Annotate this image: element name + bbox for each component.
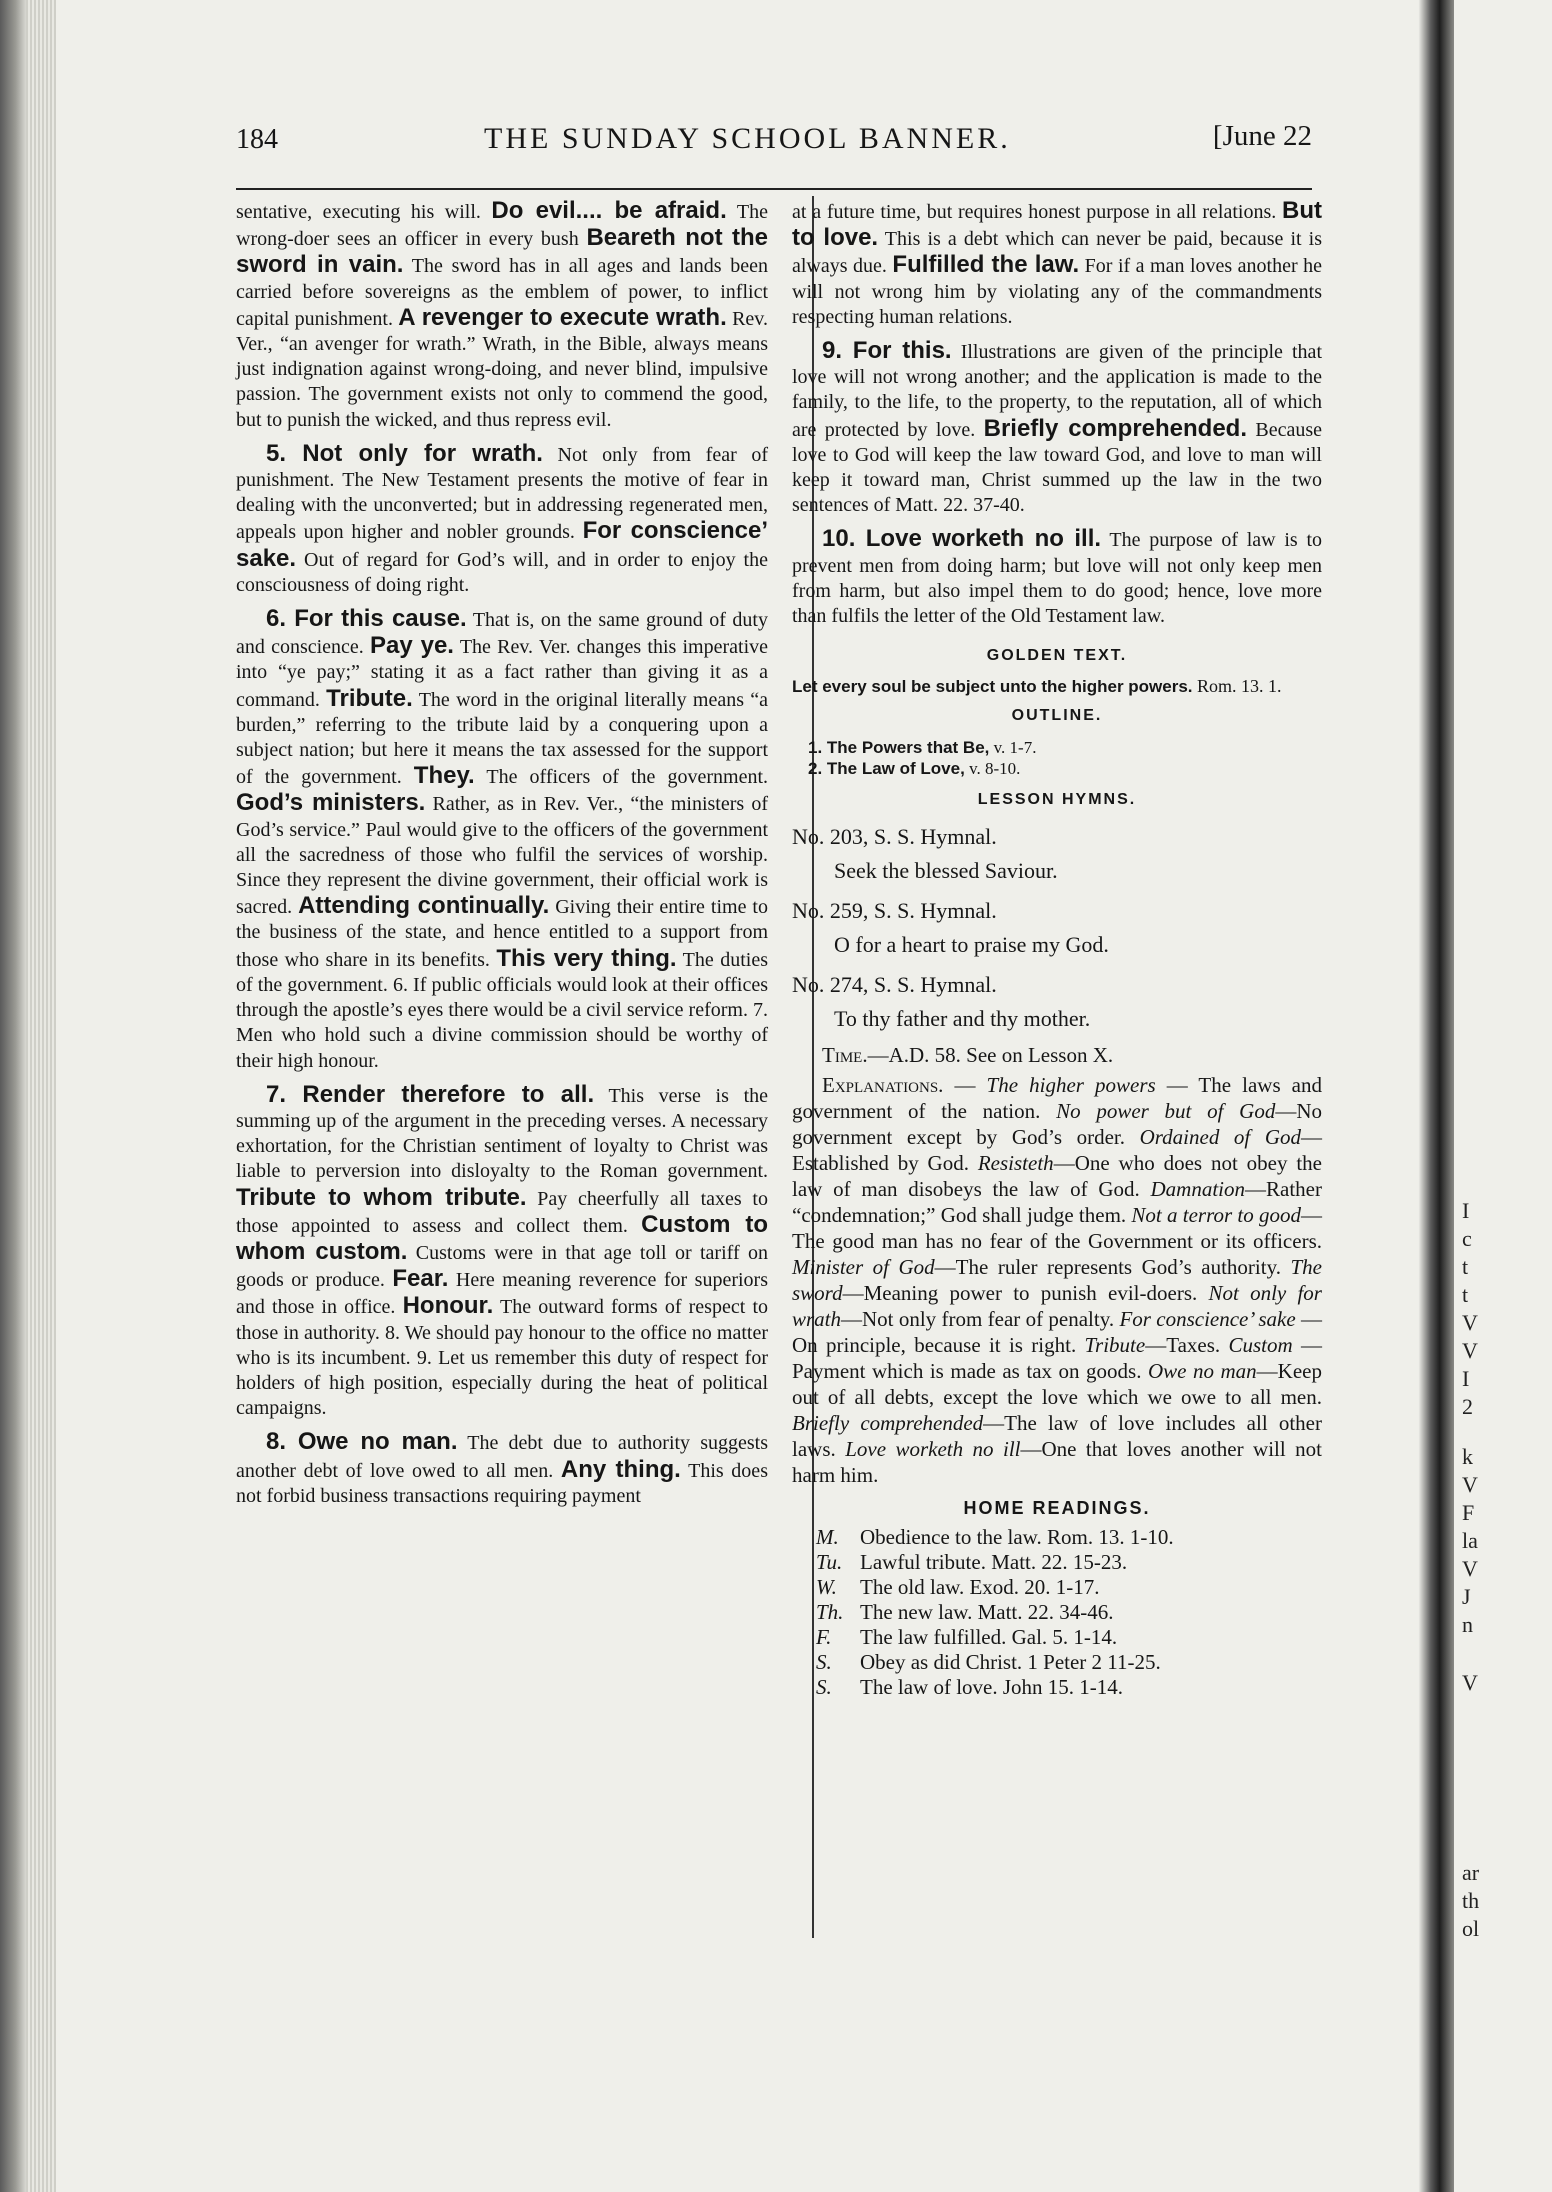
reading-day: S. [816, 1675, 832, 1700]
hymn-list [792, 820, 1322, 1036]
facing-page-fragment: I [1462, 1198, 1470, 1223]
term: The sword [792, 1254, 1322, 1305]
body-text: —No government except by God’s order. [792, 1098, 1322, 1149]
home-readings-list [816, 1525, 1322, 1700]
term: Custom [1228, 1332, 1293, 1357]
left-column [236, 198, 768, 1517]
term: Damnation [1150, 1176, 1246, 1201]
reading-text: The old law. Exod. 20. 1-17. [860, 1575, 1100, 1600]
reading-text: The law fulfilled. Gal. 5. 1-14. [860, 1625, 1118, 1650]
reading-text: The law of love. John 15. 1-14. [860, 1675, 1124, 1700]
time-text: —A.D. 58. See on Lesson X. [867, 1042, 1114, 1067]
facing-page-fragment: V [1462, 1310, 1478, 1335]
term: No power but of God [1056, 1098, 1276, 1123]
lead-phrase: Pay ye. [370, 632, 454, 660]
commentary-paragraph [236, 1429, 768, 1509]
lead-phrase: Honour. [402, 1292, 494, 1320]
lead-phrase: Beareth not the sword in vain. [236, 224, 768, 279]
commentary-paragraphs [792, 198, 1322, 629]
body-text: The sword has in all ages and lands been carried before sovereigns as the emblem of power, to inflict capital punishment. [236, 255, 769, 330]
term: Ordained of God [1139, 1124, 1301, 1149]
facing-page-fragment: V [1462, 1556, 1478, 1581]
lead-phrase: This very thing. [496, 944, 677, 972]
running-title: THE SUNDAY SCHOOL BANNER. [484, 122, 1011, 155]
body-text: —Not only from fear of penalty. [841, 1306, 1120, 1331]
outline-item [808, 758, 1322, 779]
facing-page-fragment: t [1462, 1282, 1469, 1307]
reading-text: Obedience to the law. Rom. 13. 1-10. [860, 1525, 1174, 1550]
term: Not only for wrath [792, 1280, 1322, 1331]
body-text: —The good man has no fear of the Government or its officers. [792, 1202, 1322, 1253]
page-number: 184 [236, 124, 278, 155]
body-text: —The ruler represents God’s authority. [934, 1254, 1291, 1279]
page-edges [26, 0, 56, 2192]
facing-page-fragment: t [1462, 1254, 1469, 1279]
term: Not a terror to good [1131, 1202, 1301, 1227]
term: Owe no man [1147, 1358, 1257, 1383]
body-text: at a future time, but requires honest purpose in all relations. [792, 201, 1283, 223]
body-text: —One who does not obey the law of man disobeys the law of God. [792, 1150, 1322, 1201]
hymn-number: No. 274, S. S. Hymnal. [792, 971, 997, 997]
outline-ref: v. 8-10. [964, 758, 1021, 778]
term: Minister of God [792, 1254, 935, 1279]
hymn-number: No. 203, S. S. Hymnal. [792, 823, 997, 849]
explanations [792, 1072, 1322, 1488]
term: Love worketh no ill [845, 1436, 1021, 1461]
hymn-entry [792, 968, 1322, 1036]
facing-page-fragment: F [1462, 1500, 1475, 1525]
outline-ref: v. 1-7. [989, 737, 1037, 757]
reading-day: Tu. [816, 1550, 843, 1575]
body-text: —The law of love includes all other laws. [792, 1410, 1322, 1461]
body-text: —Taxes. [1145, 1332, 1229, 1357]
commentary-paragraph [236, 441, 768, 598]
outline-item [808, 737, 1322, 758]
reading-text: Obey as did Christ. 1 Peter 2 11-25. [860, 1650, 1161, 1675]
lead-phrase: 10. Love worketh no ill. [822, 525, 1102, 553]
commentary-paragraph [236, 606, 768, 1074]
lead-phrase: Briefly comprehended. [983, 414, 1248, 442]
facing-page-fragment: n [1462, 1612, 1473, 1637]
facing-page-fragment: I [1462, 1366, 1470, 1391]
body-text: Pay cheerfully all taxes to those appointed to assess and collect them. [236, 1187, 768, 1237]
commentary-paragraph [236, 1082, 768, 1422]
term: The higher powers [986, 1072, 1156, 1097]
right-column [792, 198, 1322, 1700]
time-label: Time. [822, 1042, 868, 1067]
body-text: Giving their entire time to the business of the state, and hence entitled to a support from those who share in its benefits. [236, 896, 768, 971]
header-rule [236, 188, 1312, 190]
body-text: Not only from fear of punishment. The New Testament presents the motive of fear in dealing with the unconverted; but in addressing regenerated men, appeals upon higher and nobler grounds. [236, 443, 768, 544]
facing-page-fragment: k [1462, 1444, 1473, 1469]
lead-phrase: Tribute to whom tribute. [236, 1183, 527, 1211]
lead-phrase: 9. For this. [822, 337, 952, 365]
body-text: —Payment which is made as tax on goods. [792, 1332, 1322, 1383]
book-binding [0, 0, 26, 2192]
commentary-paragraph [236, 198, 768, 433]
body-text: The outward forms of respect to those in authority. 8. We should pay honour to the office no matter who is its incumbent. 9. Let us remember this duty of respect for holders of high position, especially during the heat of political campaigns. [236, 1296, 768, 1420]
body-text: Here meaning reverence for superiors and those in office. [236, 1269, 769, 1319]
reading-text: Lawful tribute. Matt. 22. 15-23. [860, 1550, 1128, 1575]
reading-item [816, 1525, 1322, 1550]
body-text: — [943, 1072, 987, 1097]
body-text: Because love to God will keep the law toward God, and love to man will keep it toward man, Christ summed up the law in the two sentences of Matt. 22. 37-40. [792, 418, 1322, 517]
body-text: This does not forbid business transactions requiring payment [236, 1459, 768, 1507]
body-text: The wrong-doer sees an officer in every bush [236, 201, 768, 251]
commentary-paragraph [792, 526, 1322, 629]
body-text: The debt due to authority suggests another debt of love owed to all men. [236, 1432, 768, 1482]
golden-text-body: Let every soul be subject unto the higher powers. [792, 677, 1193, 697]
lead-phrase: Fulfilled the law. [892, 251, 1080, 279]
lead-phrase: A revenger to execute wrath. [398, 303, 727, 331]
lead-phrase: Custom to whom custom. [236, 1210, 768, 1265]
hymn-title: To thy father and thy mother. [834, 1005, 1091, 1031]
body-text: —Established by God. [792, 1124, 1322, 1175]
lead-phrase: Any thing. [560, 1455, 681, 1483]
body-text: This is a debt which can never be paid, because it is always due. [792, 228, 1322, 278]
lead-phrase: God’s ministers. [236, 789, 426, 817]
running-header [236, 118, 1312, 162]
body-text: Rather, as in Rev. Ver., “the ministers of God’s service.” Paul would give to the officers of the government all the sacredness of those who fulfil the services of worship. Since they represent the divine government, their official work is sacred. [236, 793, 768, 919]
golden-text-heading: GOLDEN TEXT. [986, 647, 1128, 665]
term: Briefly comprehended [792, 1410, 984, 1435]
outline-list [808, 737, 1322, 779]
hymn-entry [792, 894, 1322, 962]
body-text: —Meaning power to punish evil-doers. [842, 1280, 1209, 1305]
body-text: That is, on the same ground of duty and conscience. [236, 609, 768, 659]
body-text: — The laws and government of the nation. [792, 1072, 1322, 1123]
facing-page-fragment: V [1462, 1670, 1478, 1695]
reading-text: The new law. Matt. 22. 34-46. [860, 1600, 1114, 1625]
term: Tribute [1084, 1332, 1146, 1357]
body-text: The word in the original literally means “a burden,” referring to the tribute laid by a conquering upon a subject nation; but here it means the tax assessed for the support of the government. [236, 688, 769, 789]
reading-day: W. [816, 1575, 837, 1600]
lead-phrase: 6. For this cause. [266, 605, 467, 633]
outline-heading: OUTLINE. [1011, 707, 1103, 725]
outline-label: 1. The Powers that Be, [808, 737, 990, 757]
outline-label: 2. The Law of Love, [808, 758, 965, 778]
reading-day: Th. [816, 1600, 844, 1625]
home-readings-heading: HOME READINGS. [963, 1497, 1151, 1518]
body-text: —One that loves another will not harm him. [792, 1436, 1322, 1487]
facing-page-fragment: J [1462, 1584, 1471, 1609]
hymn-number: No. 259, S. S. Hymnal. [792, 897, 997, 923]
body-text: The officers of the government. [474, 766, 768, 789]
lead-phrase: Attending continually. [298, 892, 550, 920]
reading-item [816, 1550, 1322, 1575]
body-text: —Rather “condemnation;” God shall judge them. [792, 1176, 1322, 1227]
lead-phrase: For conscience’ sake. [236, 517, 768, 572]
facing-page-fragment: V [1462, 1338, 1478, 1363]
body-text: Customs were in that age toll or tariff on goods or produce. [236, 1241, 768, 1292]
reading-day: S. [816, 1650, 832, 1675]
reading-item [816, 1650, 1322, 1675]
commentary-paragraph [792, 198, 1322, 330]
facing-page-fragment: la [1462, 1528, 1478, 1553]
reading-item [816, 1675, 1322, 1700]
reading-day: F. [816, 1625, 832, 1650]
body-text: —On principle, because it is right. [792, 1306, 1323, 1357]
lead-phrase: Fear. [392, 1265, 449, 1293]
hymn-title: Seek the blessed Saviour. [834, 857, 1058, 883]
reading-day: M. [816, 1525, 839, 1550]
body-text: This verse is the summing up of the argument in the preceding verses. A necessary exhortation, for the Christian sentiment of loyalty to Christ was liable to perversion into disloyalty to the Roman government. [236, 1084, 769, 1183]
facing-page-edge [1454, 0, 1552, 2192]
body-text: For if a man loves another he will not wrong him by violating any of the commandments respecting human relations. [792, 255, 1323, 328]
lead-phrase: 7. Render therefore to all. [266, 1080, 595, 1108]
term: For conscience’ sake [1119, 1306, 1296, 1331]
body-text: —Keep out of all debts, except the love which we owe to all men. [792, 1358, 1322, 1409]
body-text: The Rev. Ver. changes this imperative into “ye pay;” stating it as a fact rather than giving it as a command. [236, 636, 769, 711]
time-line [792, 1042, 1322, 1068]
body-text: Rev. Ver., “an avenger for wrath.” Wrath, in the Bible, always means just indignation against wrong-doing, and never blind, impulsive passion. The government exists not only to commend the good, but to punish the wicked, and thus repress evil. [236, 307, 768, 431]
facing-page-fragment: c [1462, 1226, 1472, 1251]
body-text: sentative, executing his will. [236, 201, 492, 223]
lead-phrase: 5. Not only for wrath. [266, 439, 543, 467]
facing-page-fragment: V [1462, 1472, 1478, 1497]
reading-item [816, 1625, 1322, 1650]
lead-phrase: Tribute. [326, 684, 413, 712]
section-label: Explanations. [822, 1072, 944, 1097]
reading-item [816, 1575, 1322, 1600]
body-text: Out of regard for God’s will, and in order to enjoy the consciousness of doing right. [236, 548, 768, 596]
body-text: Illustrations are given of the principle that love will not wrong another; and the application is made to the family, to the life, to the property, to the reputation, all of which are protected by love. [792, 341, 1322, 441]
golden-text-ref: Rom. 13. 1. [1192, 676, 1282, 697]
lead-phrase: 8. Owe no man. [266, 1428, 458, 1456]
reading-item [816, 1600, 1322, 1625]
lead-phrase: Do evil.... be afraid. [491, 197, 727, 224]
body-text: The purpose of law is to prevent men from doing harm; but love will not only keep men from harm, but also impel them to do good; hence, love more than fulfils the letter of the Old Testament law. [792, 529, 1322, 628]
hymn-entry [792, 820, 1322, 888]
book-gutter [1418, 0, 1454, 2192]
hymn-title: O for a heart to praise my God. [834, 931, 1109, 957]
lead-phrase: But to love. [792, 197, 1322, 252]
facing-page-fragment: th [1462, 1888, 1480, 1913]
facing-page-fragment: 2 [1462, 1394, 1473, 1419]
golden-text [792, 676, 1322, 697]
issue-date: [June 22 [1212, 120, 1312, 152]
facing-page-fragment: ol [1462, 1916, 1480, 1941]
commentary-paragraph [792, 338, 1322, 518]
hymns-heading: LESSON HYMNS. [977, 790, 1137, 808]
facing-page-fragment: ar [1462, 1860, 1480, 1885]
lead-phrase: They. [413, 762, 475, 790]
term: Resisteth [977, 1150, 1054, 1175]
body-text: The duties of the government. 6. If public officials would look at their offices through the apostle’s eyes there would be a civil service reform. 7. Men who hold such a divine commission should be worthy of their high honour. [236, 948, 768, 1072]
